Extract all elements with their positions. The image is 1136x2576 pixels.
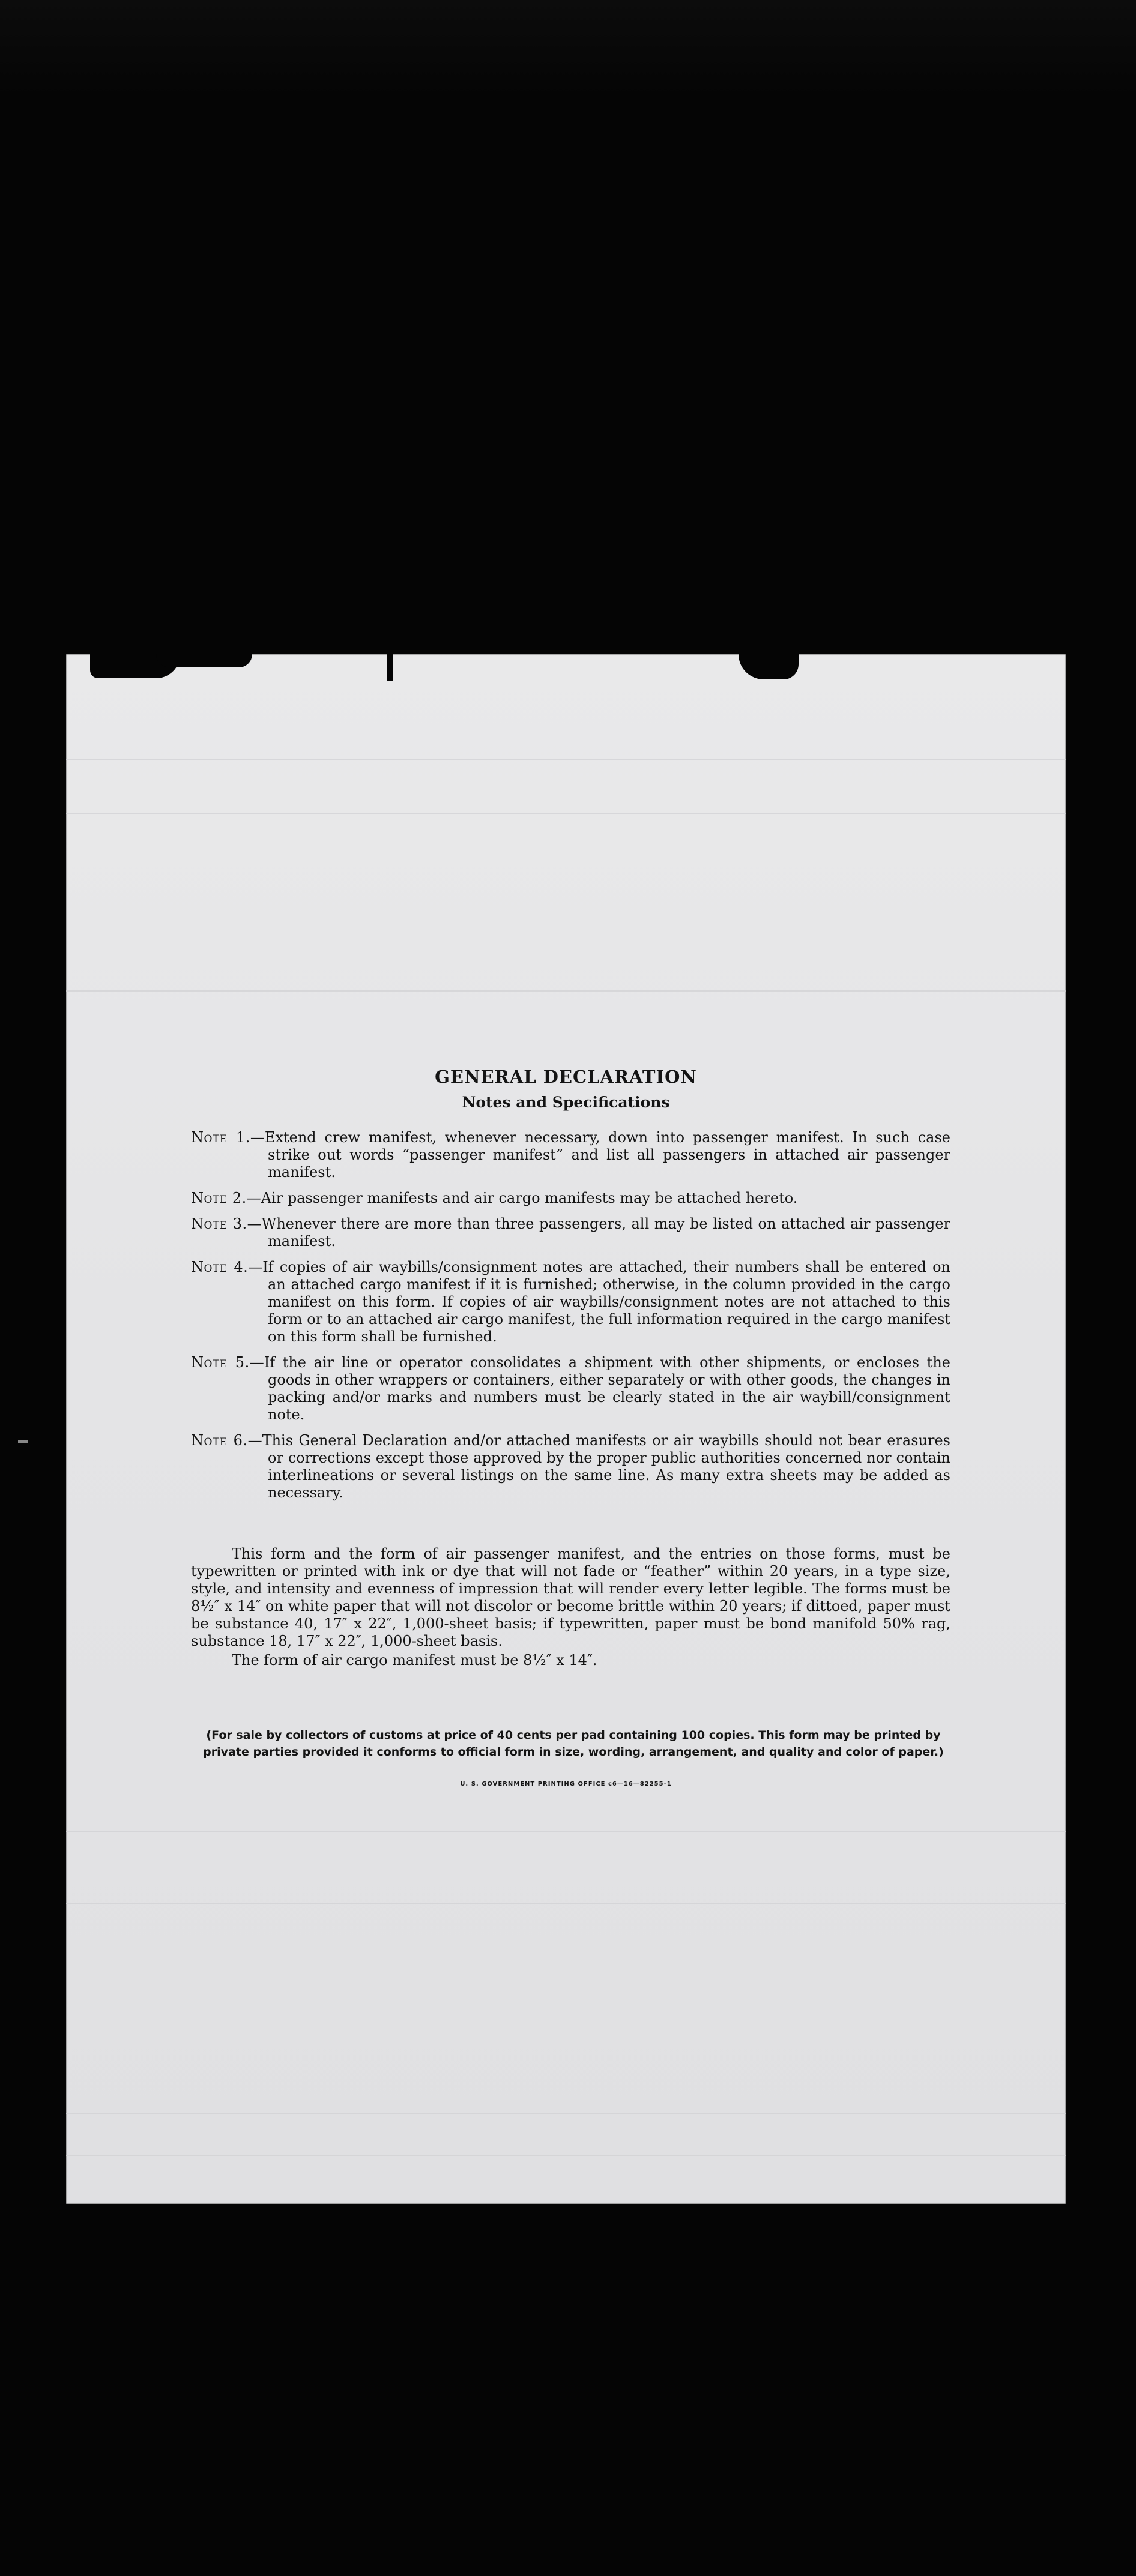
note-text: —Extend crew manifest, whenever necessary, down into passenger manifest. In such case strike out words “passenger manifest” and list all passengers in attached air passenger manifest. (250, 1129, 950, 1181)
note-label: Note 2. (191, 1190, 247, 1206)
cargo-manifest-paragraph: The form of air cargo manifest must be 8½″ x 14″. (232, 1652, 597, 1669)
note-item (191, 1129, 950, 1181)
note-item (191, 1432, 950, 1502)
printing-office-line: U. S. GOVERNMENT PRINTING OFFICE c6—16—82255-1 (460, 1781, 672, 1787)
document-content (66, 654, 1066, 2204)
note-item (191, 1190, 950, 1207)
document-page (66, 654, 1066, 2204)
sale-notice: (For sale by collectors of customs at price of 40 cents per pad containing 100 copies. This form may be printed by private parties provided it conforms to official form in size, wording, arrangement, and quality and color of paper.) (203, 1729, 944, 1759)
note-text: —Whenever there are more than three passengers, all may be listed on attached air passenger manifest. (247, 1215, 950, 1250)
film-mark (18, 1440, 28, 1443)
note-text: —Air passenger manifests and air cargo manifests may be attached hereto. (246, 1190, 798, 1206)
notes-list (191, 1129, 950, 1510)
form-specification-paragraph: This form and the form of air passenger manifest, and the entries on those forms, must be typewritten or printed with ink or dye that will not fade or “feather” within 20 years, in a type size, style, and intensity and evenness of impression that will render every letter legible. The forms must be 8½″ x 14″ on white paper that will not discolor or become brittle within 20 years; if dittoed, paper must be substance 40, 17″ x 22″, 1,000-sheet basis; if typewritten, paper must be bond manifold 50% rag, substance 18, 17″ x 22″, 1,000-sheet basis. (191, 1545, 950, 1649)
note-label: Note 4. (191, 1259, 249, 1275)
note-label: Note 3. (191, 1215, 247, 1232)
document-subtitle: Notes and Specifications (462, 1094, 670, 1111)
film-border (0, 0, 1136, 96)
note-item (191, 1354, 950, 1424)
note-label: Note 5. (191, 1354, 250, 1371)
note-text: —If copies of air waybills/consignment notes are attached, their numbers shall be entered on an attached cargo manifest if it is furnished; otherwise, in the column provided in the cargo manifest on this form. If copies of air waybills/consignment notes are not attached to this form or to an attached air cargo manifest, the full information required in the cargo manifest on this form shall be furnished. (248, 1259, 950, 1345)
note-label: Note 6. (191, 1432, 248, 1449)
note-item (191, 1259, 950, 1346)
note-item (191, 1215, 950, 1250)
note-text: —If the air line or operator consolidates a shipment with other shipments, or encloses the goods in other wrappers or containers, either separately or with other goods, the changes in packing and/or marks and numbers must be clearly stated in the air waybill/consignment note. (249, 1354, 950, 1423)
note-text: —This General Declaration and/or attached manifests or air waybills should not bear erasures or corrections except those approved by the proper public authorities concerned nor contain interlineations or several listings on the same line. As many extra sheets may be added as necessary. (247, 1432, 950, 1501)
note-label: Note 1. (191, 1129, 250, 1146)
document-title: GENERAL DECLARATION (435, 1067, 697, 1087)
